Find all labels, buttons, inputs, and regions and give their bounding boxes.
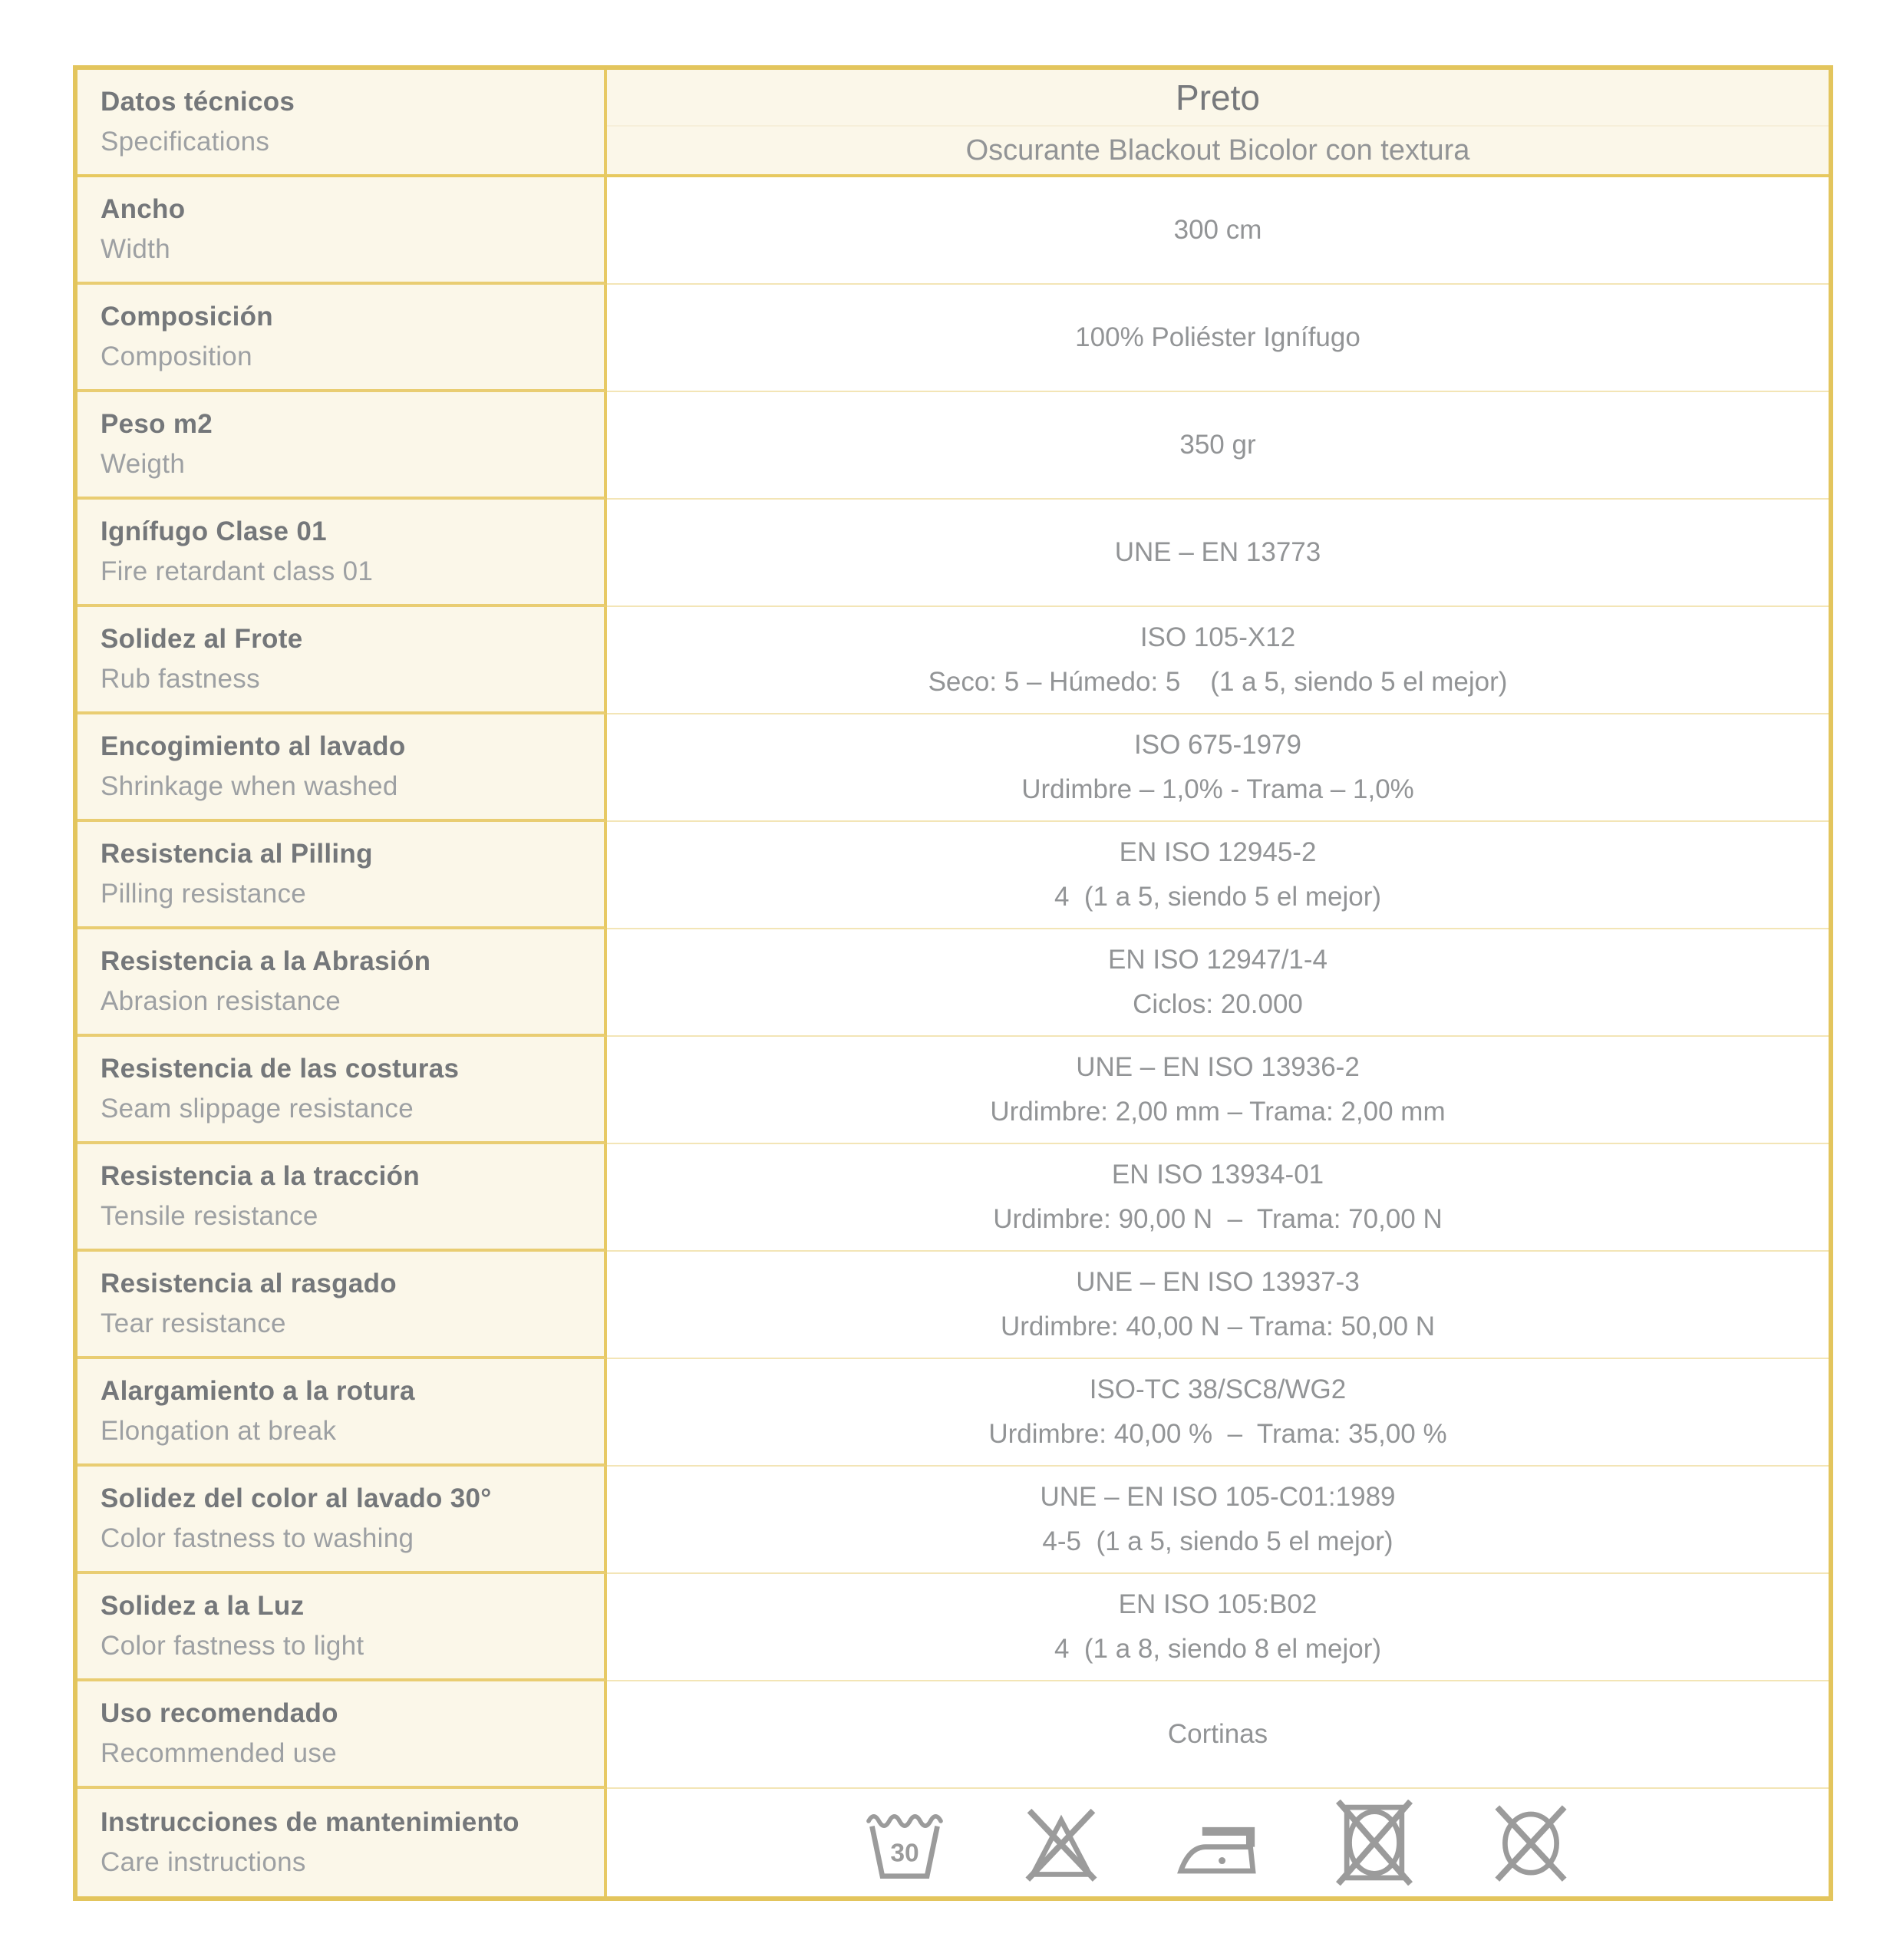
row-label-cell [78,500,607,607]
row-value-cell [607,1037,1829,1144]
table-row-peso [78,392,1829,500]
value-line: 350 gr [1179,430,1256,460]
row-label-en: Elongation at break [101,1416,337,1446]
value-line: UNE – EN ISO 13936-2 [1076,1052,1360,1082]
row-label-es: Resistencia de las costuras [101,1053,460,1084]
row-value-cell [607,1252,1829,1359]
row-label-es: Ignífugo Clase 01 [101,516,327,546]
row-value-cell [607,1789,1829,1896]
value-line: Ciclos: 20.000 [1133,989,1303,1019]
row-value-cell [607,1359,1829,1467]
row-value-cell [607,177,1829,285]
table-row-ancho [78,177,1829,285]
value-line: 4-5 (1 a 5, siendo 5 el mejor) [1042,1526,1393,1556]
row-label-en: Care instructions [101,1847,306,1877]
row-value-cell [607,607,1829,714]
table-header-row [78,70,1829,177]
value-line: Urdimbre: 90,00 N – Trama: 70,00 N [993,1204,1443,1234]
value-line: Urdimbre – 1,0% - Trama – 1,0% [1021,774,1414,804]
row-label-en: Rub fastness [101,664,260,694]
row-label-cell [78,1037,607,1144]
header-value-cell [607,70,1829,177]
product-title: Preto [607,70,1829,127]
row-label-es: Solidez del color al lavado 30° [101,1483,492,1513]
row-label-es: Resistencia a la Abrasión [101,945,431,976]
row-label-cell [78,1789,607,1896]
iron-low-heat-icon [1175,1800,1261,1886]
value-line: 4 (1 a 5, siendo 5 el mejor) [1054,882,1382,912]
value-line: EN ISO 105:B02 [1118,1589,1318,1619]
row-label-cell [78,177,607,285]
table-row-alargamiento [78,1359,1829,1467]
header-label-es: Datos técnicos [101,86,295,117]
row-value-cell [607,929,1829,1037]
row-label-es: Composición [101,301,273,332]
row-value-cell [607,1144,1829,1252]
row-value-cell [607,822,1829,929]
row-label-en: Color fastness to washing [101,1523,414,1553]
row-label-en: Fire retardant class 01 [101,556,374,586]
value-line: Cortinas [1167,1719,1268,1749]
row-label-en: Recommended use [101,1738,337,1768]
value-line: UNE – EN ISO 13937-3 [1076,1267,1360,1297]
do-not-tumble-dry-icon [1331,1800,1417,1886]
table-row-rasgado [78,1252,1829,1359]
header-label-en: Specifications [101,127,270,157]
table-row-solidez-lavado [78,1467,1829,1574]
table-body [78,177,1829,1896]
row-value-cell [607,392,1829,500]
value-line: ISO 675-1979 [1134,730,1301,760]
product-subtitle: Oscurante Blackout Bicolor con textura [965,134,1470,167]
value-line: ISO 105-X12 [1139,622,1296,652]
row-label-es: Resistencia al Pilling [101,838,373,869]
row-label-cell [78,1144,607,1252]
row-value-cell [607,1681,1829,1789]
table-row-abrasion [78,929,1829,1037]
table-row-solidez-luz [78,1574,1829,1681]
table-row-ignifugo [78,500,1829,607]
row-value-cell [607,285,1829,392]
value-line: Urdimbre: 40,00 % – Trama: 35,00 % [988,1419,1447,1449]
row-label-cell [78,714,607,822]
value-line: EN ISO 12945-2 [1119,837,1317,867]
wash-30-icon [862,1800,948,1886]
row-label-es: Peso m2 [101,408,213,439]
row-value-cell [607,1467,1829,1574]
table-row-encogimiento [78,714,1829,822]
table-row-uso [78,1681,1829,1789]
row-label-es: Resistencia al rasgado [101,1268,397,1298]
value-line: 300 cm [1173,215,1262,245]
do-not-bleach-icon [1018,1800,1104,1886]
table-row-composicion [78,285,1829,392]
row-label-cell [78,929,607,1037]
row-label-en: Tensile resistance [101,1201,318,1231]
row-value-cell [607,714,1829,822]
row-label-es: Solidez a la Luz [101,1590,305,1621]
row-label-es: Resistencia a la tracción [101,1160,421,1191]
row-label-cell [78,1359,607,1467]
value-line: UNE – EN 13773 [1114,537,1321,567]
row-label-en: Width [101,234,170,264]
value-line: Seco: 5 – Húmedo: 5 (1 a 5, siendo 5 el mejor) [928,667,1508,697]
row-label-en: Pilling resistance [101,879,307,909]
value-line: ISO-TC 38/SC8/WG2 [1089,1374,1347,1404]
row-label-en: Weigth [101,449,186,479]
value-line: Urdimbre: 2,00 mm – Trama: 2,00 mm [990,1097,1446,1127]
value-line: UNE – EN ISO 105-C01:1989 [1040,1482,1396,1512]
row-label-cell [78,822,607,929]
row-label-es: Ancho [101,193,186,224]
header-label-cell [78,70,607,177]
row-label-cell [78,607,607,714]
row-value-cell [607,500,1829,607]
care-icons-row [862,1800,1574,1886]
row-label-en: Shrinkage when washed [101,771,398,801]
row-label-en: Color fastness to light [101,1631,364,1661]
row-label-en: Tear resistance [101,1308,286,1338]
table-row-mantenimiento [78,1789,1829,1896]
spec-table [73,65,1833,1901]
row-label-en: Abrasion resistance [101,986,341,1016]
row-label-cell [78,1252,607,1359]
value-line: EN ISO 12947/1-4 [1108,945,1327,975]
value-line: Urdimbre: 40,00 N – Trama: 50,00 N [1000,1312,1436,1341]
row-label-cell [78,285,607,392]
row-label-es: Instrucciones de mantenimiento [101,1807,519,1837]
table-row-traccion [78,1144,1829,1252]
value-line: 4 (1 a 8, siendo 8 el mejor) [1054,1634,1382,1664]
row-label-cell [78,1467,607,1574]
row-label-cell [78,392,607,500]
row-value-cell [607,1574,1829,1681]
row-label-es: Uso recomendado [101,1698,338,1728]
row-label-cell [78,1574,607,1681]
row-label-es: Alargamiento a la rotura [101,1375,415,1406]
do-not-dry-clean-icon [1488,1800,1574,1886]
row-label-en: Seam slippage resistance [101,1094,414,1124]
table-row-costuras [78,1037,1829,1144]
row-label-es: Solidez al Frote [101,623,303,654]
value-line: EN ISO 13934-01 [1111,1160,1324,1190]
row-label-cell [78,1681,607,1789]
row-label-es: Encogimiento al lavado [101,731,406,761]
svg-text:30: 30 [890,1839,919,1868]
value-line: 100% Poliéster Ignífugo [1075,322,1360,352]
table-row-pilling [78,822,1829,929]
table-row-solidez-frote [78,607,1829,714]
row-label-en: Composition [101,342,252,371]
